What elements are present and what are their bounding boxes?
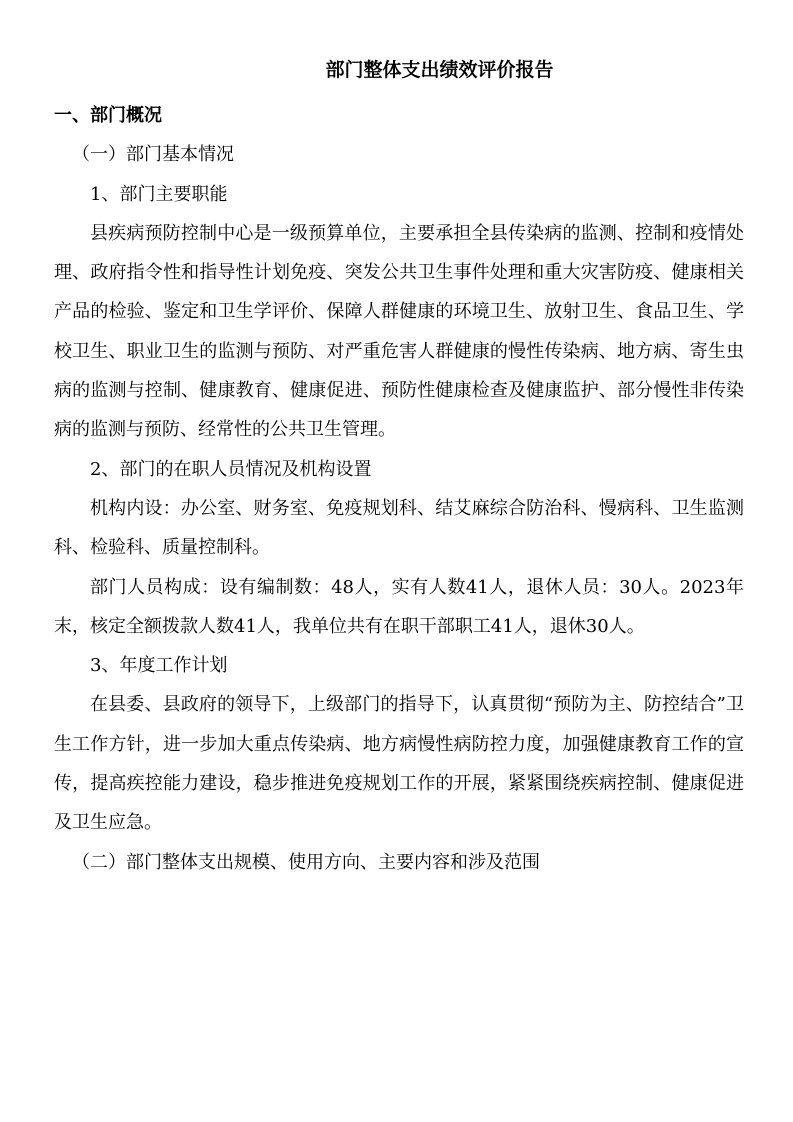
heading-expenditure-scope: （二）部门整体支出规模、使用方向、主要内容和涉及范围 [72,851,540,873]
paragraph-staff-composition: 部门人员构成：设有编制数：48人，实有人数41人，退休人员：30人。2023年末，核定全额拨款人数41人，我单位共有在职干部职工41人，退休30人。 [54,576,744,637]
heading-main-functions: 1、部门主要职能 [90,183,228,205]
paragraph-annual-work-plan: 在县委、县政府的领导下，上级部门的指导下，认真贯彻“预防为主、防控结合”卫生工作方针，进一步加大重点传染病、地方病慢性病防控力度，加强健康教育工作的宣传，提高疾控能力建设，稳步推进免疫规划工作的开展，紧紧围绕疾病控制、健康促进及卫生应急。 [54,694,744,834]
report-title: 部门整体支出绩效评价报告 [325,59,554,81]
paragraph-internal-institutions: 机构内设：办公室、财务室、免疫规划科、结艾麻综合防治科、慢病科、卫生监测科、检验科、质量控制科。 [54,497,744,559]
heading-basic-info: （一）部门基本情况 [72,144,234,166]
paragraph-main-functions: 县疾病预防控制中心是一级预算单位，主要承担全县传染病的监测、控制和疫情处理、政府指令性和指导性计划免疫、突发公共卫生事件处理和重大灾害防疫、健康相关产品的检验、鉴定和卫生学评价、保障人群健康的环境卫生、放射卫生、食品卫生、学校卫生、职业卫生的监测与预防、对严重危害人群健康的慢性传染病、地方病、寄生虫病的监测与控制、健康教育、健康促进、预防性健康检查及健康监护、部分慢性非传染病的监测与预防、经常性的公共卫生管理。 [54,222,744,441]
report-body [54,96,744,882]
heading-annual-work-plan: 3、年度工作计划 [90,655,228,677]
heading-department-overview: 一、部门概况 [54,105,162,126]
heading-staff-and-organization: 2、部门的在职人员情况及机构设置 [90,458,372,480]
